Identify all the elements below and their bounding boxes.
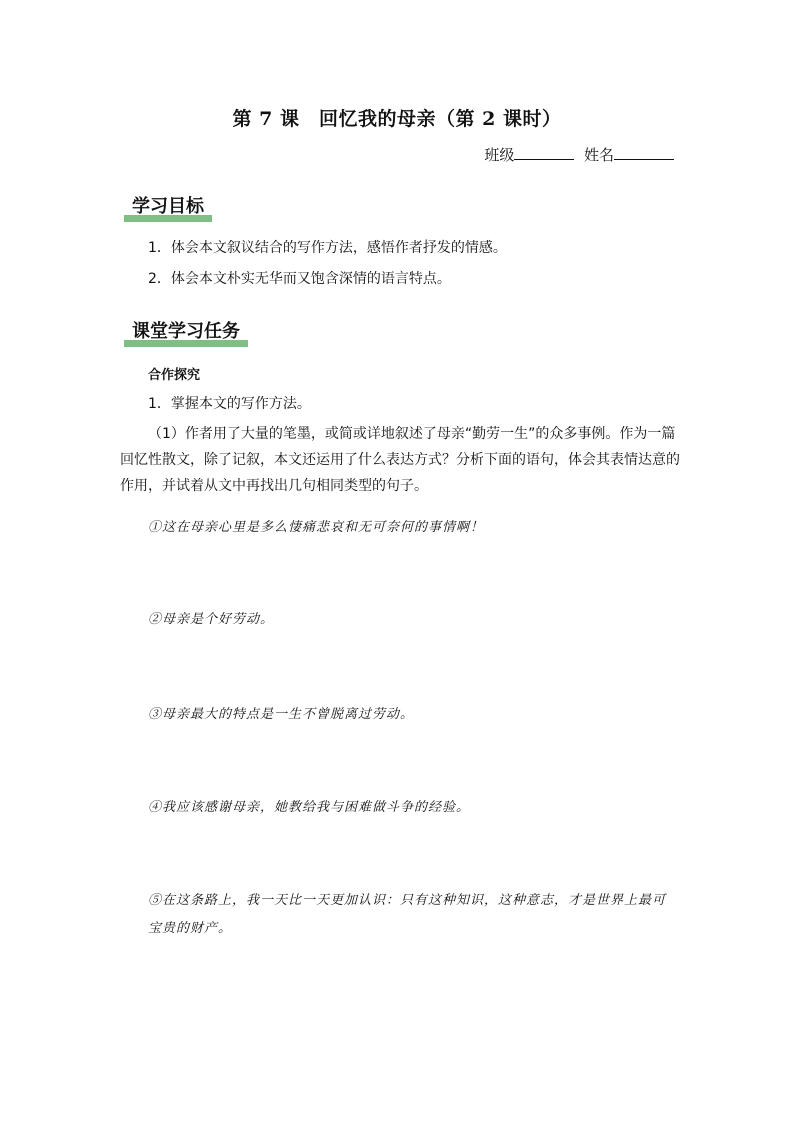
name-class-fields (484, 144, 674, 165)
task-question: （1）作者用了大量的笔墨，或简或详地叙述了母亲“勤劳一生”的众多事例。作为一篇回忆性散文，除了记叙，本文还运用了什么表达方式？分析下面的语句，体会其表情达意的作用，并试着从文中再找出几句相同类型的句子。 (120, 426, 680, 494)
sentence-3: ③母亲最大的特点是一生不曾脱离过劳动。 (148, 707, 415, 722)
cooperative-inquiry-subheading: 合作探究 (148, 368, 201, 383)
class-blank-line[interactable] (514, 145, 574, 160)
sentence-5: ⑤在这条路上，我一天比一天更加认识：只有这种知识，这种意志，才是世界上最可宝贵的财产。 (148, 893, 667, 936)
tasks-heading: 课堂学习任务 (124, 317, 248, 345)
sentence-4: ④我应该感谢母亲，她教给我与困难做斗争的经验。 (148, 800, 471, 815)
task-item: 1．掌握本文的写作方法。 (148, 396, 311, 412)
sentence-1: ①这在母亲心里是多么悽痛悲哀和无可奈何的事情啊！ (148, 520, 485, 535)
name-blank-line[interactable] (614, 145, 674, 160)
objective-item: 2．体会本文朴实无华而又饱含深情的语言特点。 (148, 271, 451, 287)
sentence-2: ②母亲是个好劳动。 (148, 612, 275, 627)
page-title: 第 7 课 回忆我的母亲（第 2 课时） (232, 108, 562, 130)
name-label: 姓名 (583, 146, 614, 164)
objective-item: 1．体会本文叙议结合的写作方法，感悟作者抒发的情感。 (148, 240, 507, 256)
objectives-heading: 学习目标 (124, 192, 212, 220)
class-label: 班级 (484, 146, 515, 164)
